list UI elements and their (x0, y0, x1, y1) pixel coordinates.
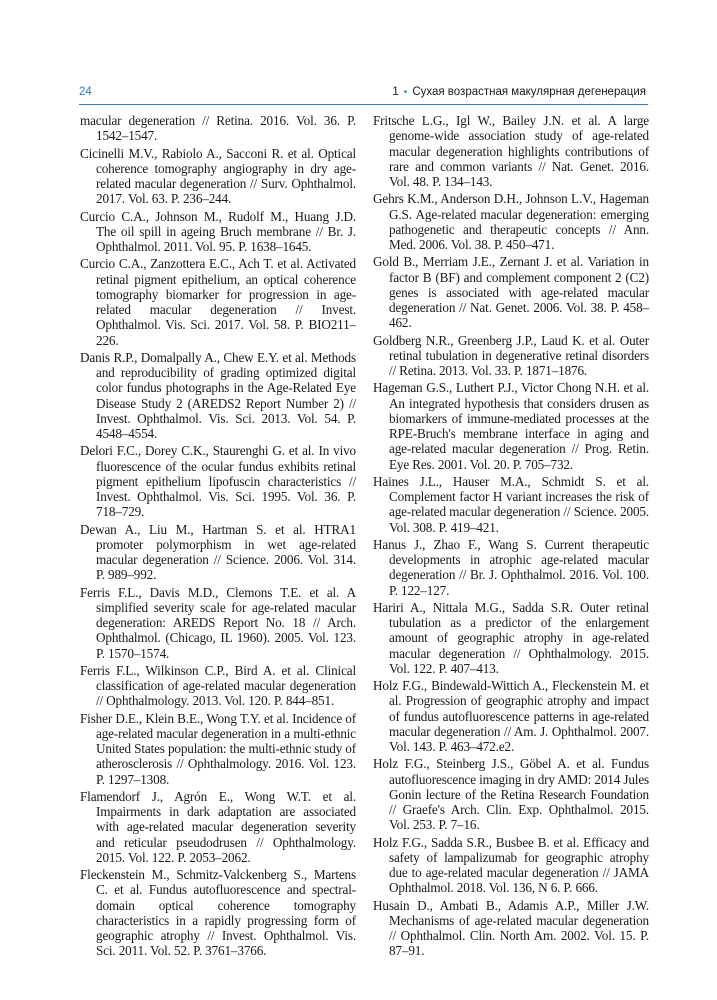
reference-entry: Gold B., Merriam J.E., Zernant J. et al. Variation in factor B (BF) and complement component 2 (C2) genes is associated with age-related macular degeneration // Nat. Genet. 2006. Vol. 38. P. 458–462. (373, 254, 649, 331)
reference-entry: Flamendorf J., Agrón E., Wong W.T. et al. Impairments in dark adaptation are associated with age-related macular degeneration severity and reticular pseudodrusen // Ophthalmology. 2015. Vol. 122. P. 2053–2062. (80, 788, 356, 865)
page-number: 24 (79, 86, 92, 98)
reference-entry: Dewan A., Liu M., Hartman S. et al. HTRA1 promoter polymorphism in wet age-related macular degeneration // Science. 2006. Vol. 314. P. 989–992. (80, 521, 356, 583)
reference-entry: Goldberg N.R., Greenberg J.P., Laud K. et al. Outer retinal tubulation in degenerative retinal disorders // Retina. 2013. Vol. 33. P. 1871–1876. (373, 332, 649, 378)
reference-entry: Delori F.C., Dorey C.K., Staurenghi G. et al. In vivo fluorescence of the ocular fundus exhibits retinal pigment epithelium lipofuscin characteristics // Invest. Ophthalmol. Vis. Sci. 1995. Vol. 36. P. 718–729. (80, 443, 356, 520)
reference-entry: Hanus J., Zhao F., Wang S. Current therapeutic developments in atrophic age-related macular degeneration // Br. J. Ophthalmol. 2016. Vol. 100. P. 122–127. (373, 536, 649, 598)
chapter-title: Сухая возрастная макулярная дегенерация (412, 86, 646, 98)
reference-entry: Holz F.G., Sadda S.R., Busbee B. et al. Efficacy and safety of lampalizumab for geographic atrophy due to age-related macular degeneration // JAMA Ophthalmol. 2018. Vol. 136, N 6. P. 666. (373, 834, 649, 896)
running-header (79, 86, 646, 102)
reference-entry: Ferris F.L., Wilkinson C.P., Bird A. et al. Clinical classification of age-related macular degeneration // Ophthalmology. 2013. Vol. 120. P. 844–851. (80, 662, 356, 709)
reference-entry: Hageman G.S., Luthert P.J., Victor Chong N.H. et al. An integrated hypothesis that considers drusen as biomarkers of immune-mediated processes at the RPE-Bruch's membrane interface in aging and age-related macular degeneration // Prog. Retin. Eye Res. 2001. Vol. 20. P. 705–732. (373, 380, 649, 472)
reference-entry: Husain D., Ambati B., Adamis A.P., Miller J.W. Mechanisms of age-related macular degeneration // Ophthalmol. Clin. North Am. 2002. Vol. 15. P. 87–91. (373, 897, 649, 959)
reference-entry: Gehrs K.M., Anderson D.H., Johnson L.V., Hageman G.S. Age-related macular degeneration: emerging pathogenetic and therapeutic concepts // Ann. Med. 2006. Vol. 38. P. 450–471. (373, 191, 649, 252)
header-rule (79, 104, 648, 105)
reference-entry: Fleckenstein M., Schmitz-Valckenberg S., Martens C. et al. Fundus autofluorescence and spectral-domain optical coherence tomography characteristics in a rapidly progressing form of geographic atrophy // Invest. Ophthalmol. Vis. Sci. 2011. Vol. 52. P. 3761–3766. (80, 867, 356, 959)
chapter-number: 1 (392, 86, 399, 98)
bullet-icon: • (403, 87, 408, 98)
reference-entry: Ferris F.L., Davis M.D., Clemons T.E. et al. A simplified severity scale for age-related macular degeneration: AREDS Report No. 18 // Arch. Ophthalmol. (Chicago, IL 1960). 2005. Vol. 123. P. 1570–1574. (80, 584, 356, 661)
reference-entry: Fisher D.E., Klein B.E., Wong T.Y. et al. Incidence of age-related macular degeneration in a multi-ethnic United States population: the multi-ethnic study of atherosclerosis // Ophthalmology. 2016. Vol. 123. P. 1297–1308. (80, 710, 356, 787)
reference-entry: macular degeneration // Retina. 2016. Vol. 36. P. 1542–1547. (80, 113, 356, 144)
references-left-column (80, 113, 356, 961)
reference-entry: Holz F.G., Bindewald-Wittich A., Fleckenstein M. et al. Progression of geographic atrophy and impact of fundus autofluorescence patterns in age-related macular degeneration // Am. J. Ophthalmol. 2007. Vol. 143. P. 463–472.e2. (373, 678, 649, 754)
reference-entry: Curcio C.A., Johnson M., Rudolf M., Huang J.D. The oil spill in ageing Bruch membrane // Br. J. Ophthalmol. 2011. Vol. 95. P. 1638–1645. (80, 208, 356, 254)
reference-entry: Haines J.L., Hauser M.A., Schmidt S. et al. Complement factor H variant increases the risk of age-related macular degeneration // Science. 2005. Vol. 308. P. 419–421. (373, 473, 649, 535)
reference-entry: Danis R.P., Domalpally A., Chew E.Y. et al. Methods and reproducibility of grading optimized digital color fundus photographs in the Age-Related Eye Disease Study 2 (AREDS2 Report Number 2) // Invest. Ophthalmol. Vis. Sci. 2013. Vol. 54. P. 4548–4554. (80, 349, 356, 441)
reference-entry: Holz F.G., Steinberg J.S., Göbel A. et al. Fundus autofluorescence imaging in dry AMD: 2014 Jules Gonin lecture of the Retina Research Foundation // Graefe's Arch. Clin. Exp. Ophthalmol. 2015. Vol. 253. P. 7–16. (373, 756, 649, 833)
reference-entry: Fritsche L.G., Igl W., Bailey J.N. et al. A large genome-wide association study of age-related macular degeneration highlights contributions of rare and common variants // Nat. Genet. 2016. Vol. 48. P. 134–143. (373, 113, 649, 189)
references-right-column (373, 113, 649, 961)
reference-entry: Curcio C.A., Zanzottera E.C., Ach T. et al. Activated retinal pigment epithelium, an optical coherence tomography biomarker for progression in age-related macular degeneration // Invest. Ophthalmol. Vis. Sci. 2017. Vol. 58. P. BIO211–226. (80, 256, 356, 348)
reference-entry: Hariri A., Nittala M.G., Sadda S.R. Outer retinal tubulation as a predictor of the enlargement amount of geographic atrophy in age-related macular degeneration // Ophthalmology. 2015. Vol. 122. P. 407–413. (373, 599, 649, 676)
reference-entry: Cicinelli M.V., Rabiolo A., Sacconi R. et al. Optical coherence tomography angiography in dry age-related macular degeneration // Surv. Ophthalmol. 2017. Vol. 63. P. 236–244. (80, 145, 356, 207)
chapter-heading (392, 86, 646, 98)
